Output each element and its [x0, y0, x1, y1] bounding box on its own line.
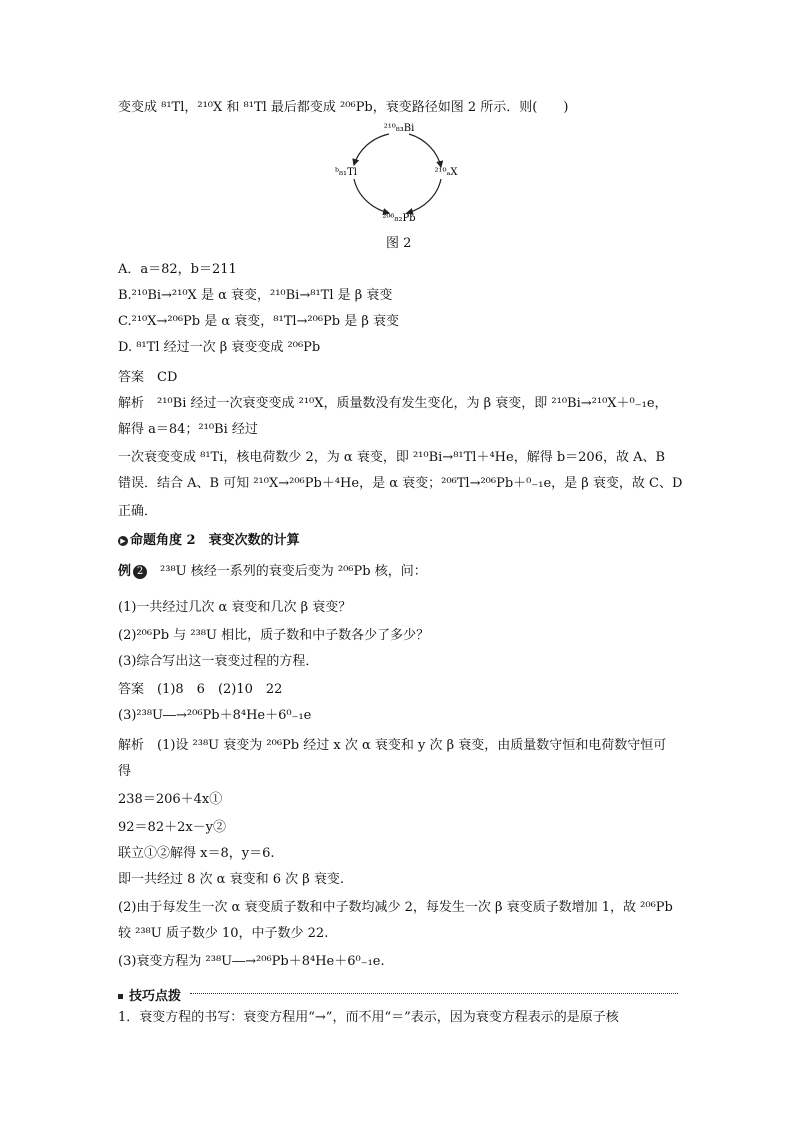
arrow-bi-to-tl [354, 134, 389, 165]
analysis-2-line: 92＝82＋2x－y② [118, 820, 227, 835]
skills-header [118, 985, 678, 1004]
analysis-1-line: 错误．结合 A、B 可知 ²¹⁰X→²⁰⁶Pb＋⁴He，是 α 衰变；²⁰⁶Tl→²⁰⁶Pb＋⁰₋₁e，是 β 衰变，故 C、D [118, 476, 683, 491]
analysis-2-line: 得 [118, 764, 132, 779]
question-1: (1)一共经过几次 α 衰变和几次 β 衰变？ [118, 600, 352, 615]
skills-line: 1．衰变方程的书写：衰变方程用“→”，而不用“＝”表示，因为衰变方程表示的是原子核 [118, 1010, 619, 1025]
example-number-badge: 2 [133, 565, 147, 579]
question-3: (3)综合写出这一衰变过程的方程． [118, 654, 319, 669]
node-bi: ²¹⁰₈₃Bi [383, 123, 415, 134]
example-text: ²³⁸U 核经一系列的衰变后变为 ²⁰⁶Pb 核，问： [147, 564, 427, 579]
analysis-2-line: (2)由于每发生一次 α 衰变质子数和中子数均减少 2，每发生一次 β 衰变质子数增加 1，故 ²⁰⁶Pb [118, 900, 673, 915]
decay-path-diagram [334, 117, 464, 227]
analysis-1-line: 一次衰变变成 ⁸¹Ti，核电荷数少 2，为 α 衰变，即 ²¹⁰Bi→⁸¹Tl＋⁴He，解得 b＝206，故 A、B [118, 450, 666, 465]
square-bullet-icon [118, 994, 123, 999]
play-icon: ▶ [118, 536, 128, 546]
analysis-1-line: 解析 ²¹⁰Bi 经过一次衰变变成 ²¹⁰X，质量数没有发生变化，为 β 衰变，即 ²¹⁰Bi→²¹⁰X＋⁰₋₁e， [118, 396, 668, 411]
node-tl: ᵇ₈₁Tl [335, 167, 357, 178]
figure-caption: 图 2 [386, 236, 412, 251]
arrow-tl-to-pb [354, 179, 389, 213]
section-title-text: 命题角度 2 衰变次数的计算 [130, 533, 300, 548]
option-a: A．a＝82，b＝211 [118, 262, 237, 277]
analysis-2-line: 联立①②解得 x＝8，y＝6. [118, 846, 275, 861]
answer-1: 答案 CD [118, 370, 178, 385]
node-x: ²¹⁰ₐX [434, 167, 458, 178]
arrow-x-to-pb [407, 179, 441, 213]
option-b: B.²¹⁰Bi→²¹⁰X 是 α 衰变，²¹⁰Bi→⁸¹Tl 是 β 衰变 [118, 288, 393, 303]
question-stem-line: 变变成 ⁸¹Tl，²¹⁰X 和 ⁸¹Tl 最后都变成 ²⁰⁶Pb，衰变路径如图 2 所示．则( ) [118, 100, 569, 115]
analysis-2-line: (3)衰变方程为 ²³⁸U―→²⁰⁶Pb＋8⁴He＋6⁰₋₁e. [118, 954, 385, 969]
analysis-1-line: 正确． [118, 504, 158, 519]
arrow-bi-to-x [409, 134, 441, 167]
node-pb: ²⁰⁶₈₂Pb [382, 213, 416, 224]
answer-2-equation: (3)²³⁸U―→²⁰⁶Pb＋8⁴He＋6⁰₋₁e [118, 708, 312, 723]
dotted-divider [190, 993, 678, 994]
analysis-2-line: 238＝206＋4x① [118, 792, 223, 807]
example-line [118, 564, 427, 580]
analysis-2-line: 解析 (1)设 ²³⁸U 衰变为 ²⁰⁶Pb 经过 x 次 α 衰变和 y 次 β 衰变，由质量数守恒和电荷数守恒可 [118, 738, 667, 753]
option-c: C.²¹⁰X→²⁰⁶Pb 是 α 衰变，⁸¹Tl→²⁰⁶Pb 是 β 衰变 [118, 314, 400, 329]
analysis-2-line: 较 ²³⁸U 质子数少 10，中子数少 22. [118, 926, 329, 941]
example-label: 例 [118, 564, 132, 579]
analysis-1-line: 解得 a＝84；²¹⁰Bi 经过 [118, 422, 258, 437]
option-d: D. ⁸¹Tl 经过一次 β 衰变变成 ²⁰⁶Pb [118, 340, 321, 355]
analysis-2-line: 即一共经过 8 次 α 衰变和 6 次 β 衰变. [118, 872, 345, 887]
section-title [118, 533, 300, 549]
skills-title: 技巧点拨 [129, 989, 182, 1004]
question-2: (2)²⁰⁶Pb 与 ²³⁸U 相比，质子数和中子数各少了多少？ [118, 628, 430, 643]
answer-2: 答案 (1)8 6 (2)10 22 [118, 682, 283, 697]
